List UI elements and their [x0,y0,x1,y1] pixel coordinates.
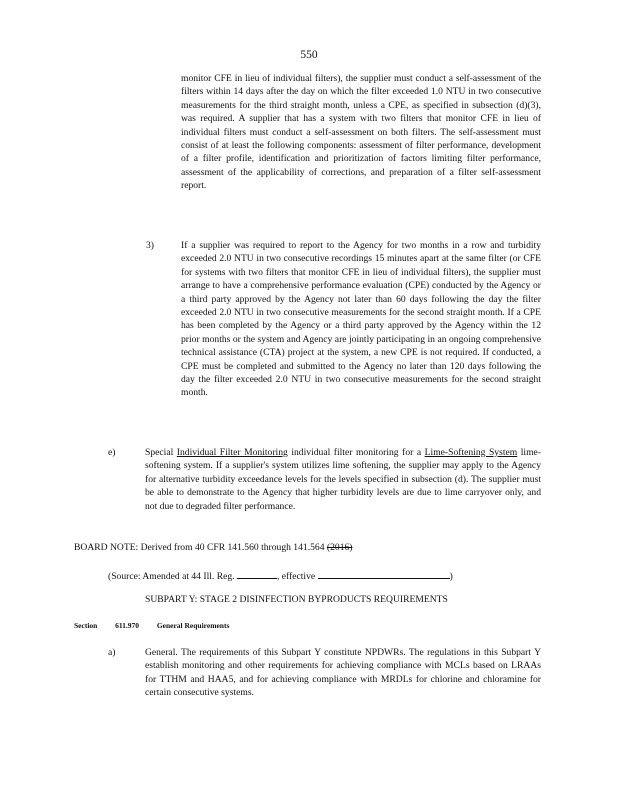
item-e-text-b: lime-softening system. If a supplier's system utilizes lime softening, the supplier may apply to the Agency for alternative turbidity exceedance levels for the levels specified in subsection (d). The supplier must be able to demonstrate to the Agency that higher turbidity levels are due to lime carryover only, and not due to degraded filter performance. [145,447,542,512]
source-blank-volume [237,568,277,579]
board-note [74,541,544,554]
section-label: Section [74,621,98,630]
board-note-text: BOARD NOTE: Derived from 40 CFR 141.560 through 141.564 [74,542,325,553]
item-3-text: If a supplier was required to report to the Agency for two months in a row and turbidity exceeded 2.0 NTU in two consecutive recordings 15 minutes apart at the same filter (or CFE for systems with two filters that monitor CFE in lieu of individual filters), the supplier must arrange to have a comprehensive performance evaluation (CPE) conducted by the Agency or a third party approved by the Agency not later than 60 days following the day the filter exceeded 2.0 NTU in two consecutive measurements for the second straight month. If a CPE has been completed by the Agency or a third party approved by the Agency within the 12 prior months or the system and Agency are jointly participating in an ongoing comprehensive technical assistance (CTA) project at the system, a new CPE is not required. If conducted, a CPE must be completed and submitted to the Agency no later than 120 days following the day the filter exceeded 2.0 NTU in two consecutive measurements for the second straight month. [181,240,541,399]
source-prefix: (Source: Amended at 44 Ill. Reg. [108,571,235,582]
source-middle: , effective [276,571,316,582]
source-blank-date [318,568,450,579]
item-3-label: 3) [146,240,154,251]
item-e-label: e) [108,447,116,458]
source-line [108,568,548,583]
item-a-text: General. The requirements of this Subpart Y constitute NPDWRs. The regulations in this Subpart Y establish monitoring and other requirements for achieving compliance with MCLs based on LRAAs for TTHM and HAA5, and for achieving compliance with MRDLs for chlorine and chloramine for certain consecutive systems. [145,647,541,699]
section-title: General Requirements [156,621,230,630]
item-e-text-a: individual filter monitoring for a [291,447,422,458]
subpart-heading: SUBPART Y: STAGE 2 DISINFECTION BYPRODUCTS REQUIREMENTS [145,594,448,605]
source-suffix: ) [449,571,453,582]
item-e-softening-underlined: Lime-Softening System [424,447,518,458]
item-a-label: a) [108,647,116,658]
paragraph-continuation: monitor CFE in lieu of individual filters), the supplier must conduct a self-assessment of the filters within 14 days after the day on which the filter exceeded 1.0 NTU in two consecutive measurements for the third straight month, unless a CPE, as specified in subsection (d)(3), was required. A supplier that has a system with two filters that monitor CFE in lieu of individual filters must conduct a self-assessment on both filters. The self-assessment must consist of at least the following components: assessment of filter performance, development of a filter profile, identification and prioritization of factors limiting filter performance, assessment of the applicability of corrections, and preparation of a filter self-assessment report. [181,73,541,192]
page-number: 550 [300,49,318,61]
board-note-struck: (2016) [326,542,353,553]
item-e-title-underlined: Individual Filter Monitoring [176,447,288,458]
item-e-lead: Special [145,447,174,458]
section-number: 611.970 [115,621,140,630]
section-heading [74,620,229,631]
item-e-text [145,446,541,513]
